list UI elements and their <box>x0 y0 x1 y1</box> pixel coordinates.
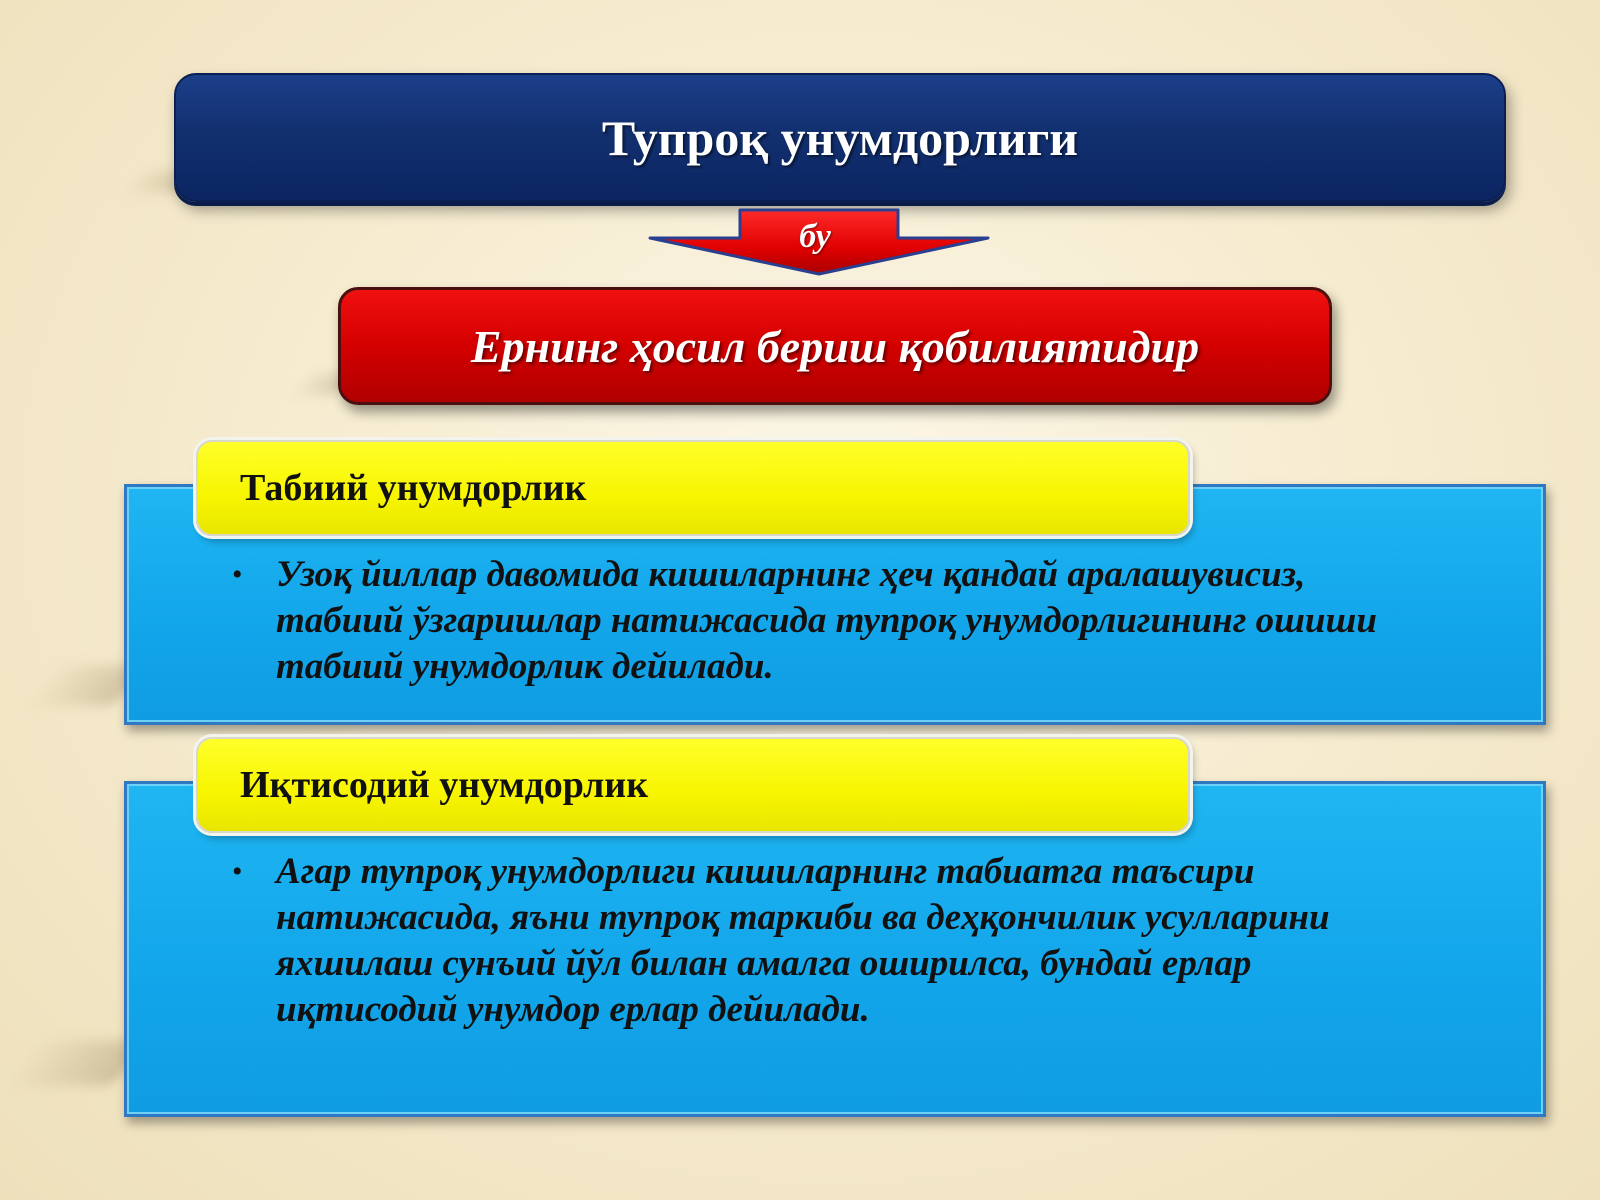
connector-label: бу <box>799 218 831 255</box>
economic-fertility-heading: Иқтисодий унумдорлик <box>240 764 649 806</box>
bullet-icon: • <box>232 855 243 888</box>
economic-fertility-tab <box>196 737 1190 833</box>
natural-fertility-tab <box>196 440 1190 536</box>
economic-fertility-text: Агар тупроқ унумдорлиги кишиларнинг табиатга таъсири натижасида, яъни тупроқ таркиби ва деҳқончилик усулларини яхшилаш сунъий йўл билан амалга оширилса, бундай ерлар иқтисодий унумдор ерлар дейилади. <box>276 851 1330 1030</box>
definition-box <box>338 287 1332 405</box>
definition-text: Ернинг ҳосил бериш қобилиятидир <box>470 320 1200 372</box>
natural-fertility-bullet <box>232 552 1426 690</box>
natural-fertility-heading: Табиий унумдорлик <box>240 467 587 509</box>
economic-fertility-bullet <box>232 849 1426 1033</box>
title-text: Тупроқ унумдорлиги <box>601 109 1079 166</box>
title-box <box>174 73 1506 202</box>
natural-fertility-text: Узоқ йиллар давомида кишиларнинг ҳеч қандай аралашувисиз, табиий ўзгаришлар натижасида тупроқ унумдорлигининг ошиши табиий унумдорлик дейилади. <box>276 554 1377 687</box>
bullet-icon: • <box>232 558 243 591</box>
